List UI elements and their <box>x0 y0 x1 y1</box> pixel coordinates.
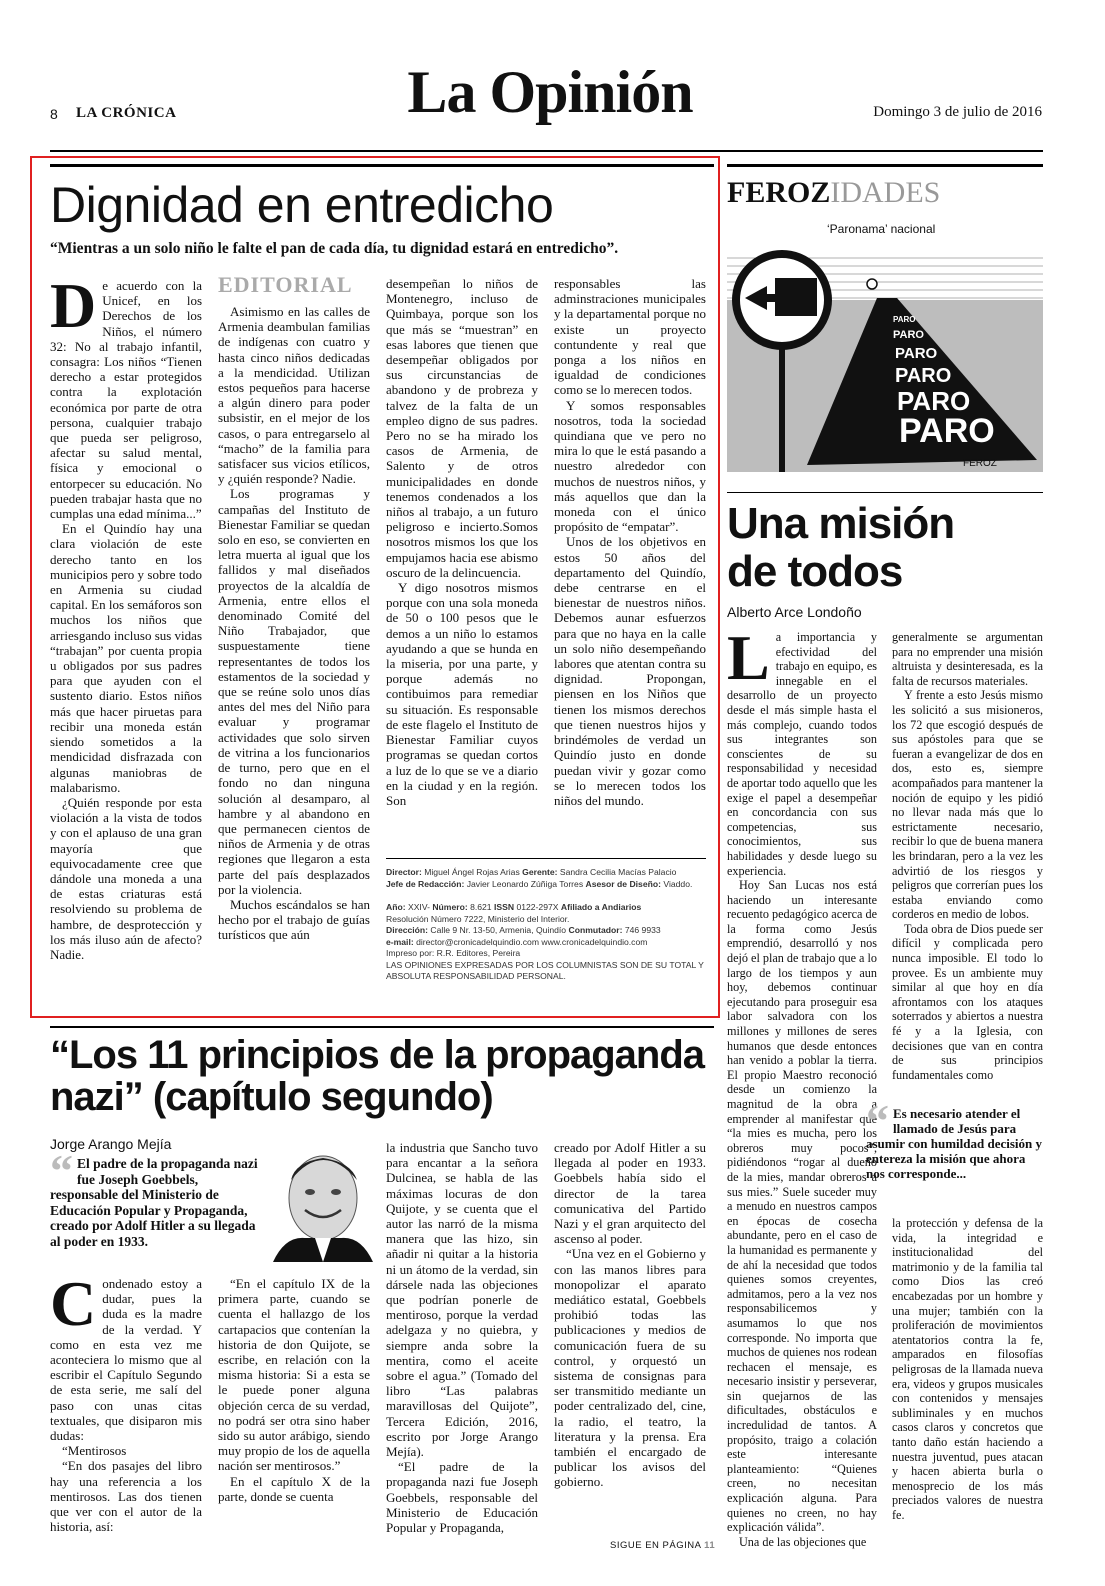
propaganda-dropcap: C <box>50 1268 97 1339</box>
issue-date: Domingo 3 de julio de 2016 <box>873 104 1042 120</box>
editorial-col-2 <box>218 304 370 943</box>
propaganda-pullquote: “ El padre de la propaganda nazi fue Joseph Goebbels, responsable del Ministerio de Educación Popular y Propaganda, creado por Adolf Hitler a su llegada al poder en 1933. <box>50 1145 258 1249</box>
editorial-col-1 <box>50 270 203 962</box>
road-word: PARO <box>899 412 995 450</box>
mision-pullquote: “ Es necesario atender el llamado de Jesús para asumir con humildad decisión y entereza la misión que ahora nos corresponde... <box>866 1095 1043 1181</box>
propaganda-paragraph: “En dos pasajes del libro hay una referencia a los mentirosos. Las dos tienen que ver con el autor de la historia, así: <box>50 1458 202 1535</box>
mision-paragraph: Hoy San Lucas nos está haciendo un interesante recuento pedagógico acerca de la forma como Jesús emprendió, desarrolló y nos dejó el plan de trabajo que a lo largo de los tiempos y aun hoy, debemos continuar ejecutando para proseguir esa labor salvadora con los millones y millones de seres humanos que desde entonces han venido a poblar la tierra. El propio Maestro reconoció desde un comienzo la magnitud de la obra a emprender al manifestar que “la mies es mucha, pero los obreros muy pocos”, pidiéndonos “rogar al dueño de la mies, mandar obreros a sus mies.” Suele suceder muy a menudo en nuestros campos en épocas de cosecha abundante, pero en el caso de la humanidad es permanente y de ahí la necesidad que todos quienes somos creyentes, admitamos, pero a la vez nos responsabilicemos y asumamos lo que nos corresponde. No importa que muchos de quienes nos rodean rechacen el mensaje, es necesario insistir y perseverar, sin quejarnos de las dificultades, obstáculos e incredulidad de tantos. A propósito, traigo a colación este interesante planteamiento: “Quienes creen, no necesitan explicación alguna. Para quienes no creen, no hay explicación válida”. <box>727 878 877 1535</box>
cartoon-caption: ‘Paronama’ nacional <box>827 222 936 236</box>
road-word: PARO <box>893 315 916 324</box>
cartoon-section-title: FEROZIDADES <box>727 176 941 209</box>
mision-dropcap: L <box>727 622 770 693</box>
propaganda-paragraph: “En el capítulo IX de la primera parte, cuando se cuenta el hallazgo de los cartapacios que contenían la historia de don Quijote, se escribe, en relación con la misma historia: Si a esta se le puede poner alguna objeción cerca de su verdad, no podrá ser otra sino haber sido su autor arábigo, siendo muy propio de los de aquella nación ser mentirosos.” <box>218 1276 370 1474</box>
mision-paragraph: a importancia y efectividad del trabajo en equipo, es innegable en el desarrollo de un proyecto desde el más simple hasta el más complejo, cuando todos sus integrantes son conscientes de su responsabilidad y necesidad de aportar todo aquello que les exige el papel a desempeñar en concordancia con sus competencias, sus conocimientos, sus habilidades y desde luego su experiencia. <box>727 630 877 878</box>
editorial-paragraph: Muchos escándalos se han hecho por el trabajo de guías turísticos que aún <box>218 896 370 943</box>
section-title: La Opinión <box>407 59 693 125</box>
editorial-paragraph: Unos de los objetivos en estos 50 años del departamento del Quindío, debe centrarse en el bienestar de nuestros niños. Debemos aunar esfuerzos para que no haya en la calle un solo niño desempeñando labores que atentan contra su dignidad. Propongan, piensen en los Niños que tienen los mismos derechos que tienen nuestros hijos y brindémoles de verdad un Quindío justo en donde puedan vivir y gozar como se lo merecen todos los niños del mundo. <box>554 534 706 808</box>
author-photo <box>265 1140 380 1262</box>
editorial-paragraph: Y somos responsables nosotros, toda la sociedad quindiana que ve pero no mira lo que le está pasando a nuestro alrededor con muchos de nuestros niños, y más aquellos que dan la moneda con el único propósito de “empatar”. <box>554 397 706 535</box>
road-word: PARO <box>895 345 938 362</box>
quote-icon: “ <box>866 1095 889 1146</box>
masthead-rule <box>50 150 1043 152</box>
mision-col-2-tail <box>892 1216 1043 1522</box>
editorial-paragraph: responsables las adminstraciones municipales y la departamental porque no existe un proyecto contundente y real que ponga a los niños en igualdad de condiciones como se lo merecen todos. <box>554 276 706 398</box>
editorial-headline: Dignidad en entredicho <box>50 177 554 233</box>
mision-headline: Una misión de todos <box>727 499 955 596</box>
propaganda-paragraph: creado por Adolf Hitler a su llegada al poder en 1933. Goebbels había sido el director de la tarea comunicativa del Partido Nazi y el gran arquitecto del ascenso al poder. <box>554 1140 706 1247</box>
propaganda-col-4 <box>554 1140 706 1490</box>
editorial-deck: “Mientras a un solo niño le falte el pan de cada día, tu dignidad estará en entredicho”. <box>50 240 619 257</box>
propaganda-headline: “Los 11 principios de la propaganda nazi” (capítulo segundo) <box>50 1033 705 1119</box>
cartoon-signature: FEROZ <box>963 458 997 469</box>
mision-col-2 <box>892 630 1043 1082</box>
editorial-top-rule <box>50 164 714 167</box>
staff-box: Director: Miguel Ángel Rojas Arias Gerente: Sandra Cecilia Macías Palacio Jefe de Redacción: Javier Leonardo Zúñiga Torres Asesor de Diseño: Viaddo. Año: XXIV- Número: 8.621 ISSN 0122-297X Afiliado a Andiarios Resolución Número 7222, Ministerio del Interior. Dirección: Calle 9 Nr. 13-50, Armenia, Quindío Conmutador: 746 9933 e-mail: director@cronicadelquindio.com www.cronicadelquindio.com Impreso por: R.R. Editores, Pereira LAS OPINIONES EXPRESADAS POR LOS COLUMNISTAS SON DE SU TOTAL Y ABSOLUTA RESPONSABILIDAD PERSONAL. <box>386 858 706 983</box>
editorial-paragraph: ¿Quién responde por esta violación a la vista de todos y con el aplauso de una gran mayoría que equivocadamente cree que dándole una moneda a una de estas criaturas está resolviendo su problema de hambre, de desprotección y los más iluso aún de afecto? Nadie. <box>50 794 202 962</box>
editorial-paragraph: e acuerdo con la Unicef, en los Derechos de los Niños, el número 32: No al trabajo infantil, consagra: Los niños “Tienen derecho a estar protegidos contra la explotación económica por parte de otra persona, cualquier trabajo que pueda ser peligroso, afectar su salud mental, física y emocional o entorpecer su educación. No pueden trabajar hasta que no cumplas una edad mínima...” <box>50 278 202 522</box>
road-word: PARO <box>897 386 971 416</box>
quote-icon: “ <box>50 1145 73 1196</box>
cartoon-illustration <box>727 240 1043 472</box>
propaganda-col-3 <box>386 1140 538 1535</box>
editorial-paragraph: Los programas y campañas del Instituto de Bienestar Familiar se quedan solo en eso, se convierten en letra muerta al igual que los fallidos y mal diseñados proyectos de la alcaldía de Armenia, entre ellos el denominado Comité del Niño Trabajador, que suspuestamente tiene representantes de todos los estamentos de la sociedad y que se reúne solo unos días antes del mes del Niño para evaluar y programar actividades que solo sirven de vitrina a los funcionarios de turno, pero que en el fondo no dan ninguna solución al desamparo, al hambre y al abandono en que permanecen cientos de niños de Armenia y de otras regiones que llegaron a esta parte del país desplazados por la violencia. <box>218 486 370 897</box>
propaganda-top-rule <box>50 1026 714 1028</box>
propaganda-paragraph: “Mentirosos <box>62 1443 127 1459</box>
propaganda-paragraph: la industria que Sancho tuvo para encantar a la señora Dulcinea, se habla de las máximas locuras de don Quijote, y se cuenta que el autor las narró de la misma manera que las hizo, sin añadir ni quitar a la historia ni un átomo de la verdad, sin dársele nada las objeciones que podrían ponerle de mentiroso, porque la verdad adelgaza y no quiebra, y siempre anda sobre la mentira, como el aceite sobre el agua.” (Tomado del libro “Las palabras maravillosas del Quijote”, Tercera Edición, 2016, escrito por Jorge Arango Mejía). <box>386 1140 538 1460</box>
editorial-paragraph: En el Quindío hay una clara violación de este derecho tanto en los municipios pero y sobre todo en Armenia su ciudad capital. En los semáforos son muchos los niños que arriesgando incluso sus vidas “trabajan” por cuenta propia u obligados por sus padres para que ayuden con el sustento diario. Estos niños más que hacer piruetas para recibir una moneda están siendo sometidos a la mendicidad disfrazada con algunas maniobras de malabarismo. <box>50 521 203 795</box>
propaganda-paragraph: En el capítulo X de la parte, donde se cuenta <box>218 1473 370 1504</box>
mision-author: Alberto Arce Londoño <box>727 604 862 620</box>
editorial-paragraph: desempeñan lo niños de Montenegro, incluso de Quimbaya, porque son los que más se “muestran” en esas labores que tienen que desempeñar obligados por sus circunstancias de abandono y de probreza y talvez de la falta de un empleo digno de sus padres. Pero no se ha mirado los casos de Armenia, de Salento y de otros municipalidades en donde tenemos condenados a los niños al trabajo, a un futuro peligroso e incierto.Somos nosotros mismos los que los empujamos hacia ese abismo oscuro de la delincuencia. <box>386 276 538 580</box>
page-number: 8 <box>50 106 58 122</box>
editorial-paragraph: Asimismo en las calles de Armenia deambulan familias de indígenas con cuatro y hasta cinco niños dedicadas a la mendicidad. Utilizan estos pequeños para hacerse a algún dinero para poder subsistir, en el mejor de los casos, o para entregarselo al “macho” de la familia para satisfacer sus vicios etílicos, y ¿quién responde? Nadie. <box>218 304 370 487</box>
editorial-paragraph: Y digo nosotros mismos porque con una sola moneda de 50 o 100 pesos que le demos a un niño lo estamos ayudando a que se hunda en la miseria, por una parte, y porque además no contibuimos para remediar su situación. Es responsable de este flagelo el Instituto de Bienestar Familiar cuyos programas se quedan cortos a luz de lo que se ve a diario en la ciudad y en la región. Son <box>386 580 538 808</box>
editorial-label: EDITORIAL <box>218 272 353 297</box>
mision-paragraph: Una de las objeciones que <box>739 1534 867 1549</box>
mision-paragraph: Toda obra de Dios puede ser difícil y complicada pero nunca imposible. El todo lo provee. Es un ambiente muy similar al que hoy en día afrontamos con los ataques soterrados y abiertos a nuestra fé y a la Iglesia, con decisiones que van en contra de sus principios fundamentales como <box>892 921 1043 1082</box>
publication-name: LA CRÓNICA <box>76 105 177 121</box>
propaganda-col-2 <box>218 1276 370 1504</box>
cartoon-bottom-rule <box>727 492 1043 493</box>
editorial-dropcap: D <box>50 270 97 341</box>
propaganda-author: Jorge Arango Mejía <box>50 1136 172 1152</box>
editorial-col-4 <box>554 276 706 808</box>
editorial-col-3 <box>386 276 538 808</box>
mision-paragraph: la protección y defensa de la vida, la integridad e institucionalidad del matrimonio y de la familia tal como Dios las creó encabezadas por un hombre y una mujer; también con la proliferación de movimientos atentatorios contra la fe, amparados en filosofías peligrosas de la llamada nueva era, videos y grupos musicales con contenidos y mensajes subliminales y en muchos casos claros y concretos que tanto daño están haciendo a nuestra juventud, pues atacan y hacen abierta burla o menosprecio de los más preciados valores de nuestra fe. <box>892 1216 1043 1522</box>
continued-note: SIGUE EN PÁGINA 11 <box>610 1540 716 1551</box>
cartoon-top-rule <box>727 164 1043 167</box>
propaganda-paragraph: “Una vez en el Gobierno y con las manos libres para monopolizar el aparato mediático estatal, Goebbels prohibió todas las publicaciones y medios de comunicación fuera de su control, y orquestó un sistema de consignas para ser transmitido mediante un poder centralizado del, cine, la radio, el teatro, la literatura y la prensa. Era también el encargado de publicar los avisos del gobierno. <box>554 1246 706 1490</box>
propaganda-col-1 <box>50 1268 202 1535</box>
mision-paragraph: generalmente se argumentan para no emprender una misión altruista y desinteresada, es la falta de recursos materiales. <box>892 630 1043 688</box>
propaganda-paragraph: “El padre de la propaganda nazi fue Joseph Goebbels, responsable del Ministerio de Educación Popular y Propaganda, <box>386 1459 538 1536</box>
mision-col-1 <box>727 622 877 1549</box>
road-word: PARO <box>895 365 952 387</box>
propaganda-paragraph: ondenado estoy a dudar, pues la duda es la madre de la verdad. Y como en esta vez me aconteciera lo mismo que al escribir el Capítulo Segundo de esta serie, me salí del paso con unas citas textuales, que disiparon mis dudas: <box>50 1276 202 1444</box>
mision-paragraph: Y frente a esto Jesús mismo les solicitó a sus misioneros, los 72 que escogió después de sus apóstoles para que se fueran a evangelizar de dos en dos, esto es, siempre acompañados para mantener la noción de equipo y les pidió no llevar nada más que lo estrictamente necesario, recibir lo que de buena manera les brindaran, pero a la vez les advirtió de los riesgos y peligros que correrían pues los estaba enviando como corderos en medio de lobos. <box>892 688 1043 922</box>
road-word: PARO <box>893 329 924 341</box>
